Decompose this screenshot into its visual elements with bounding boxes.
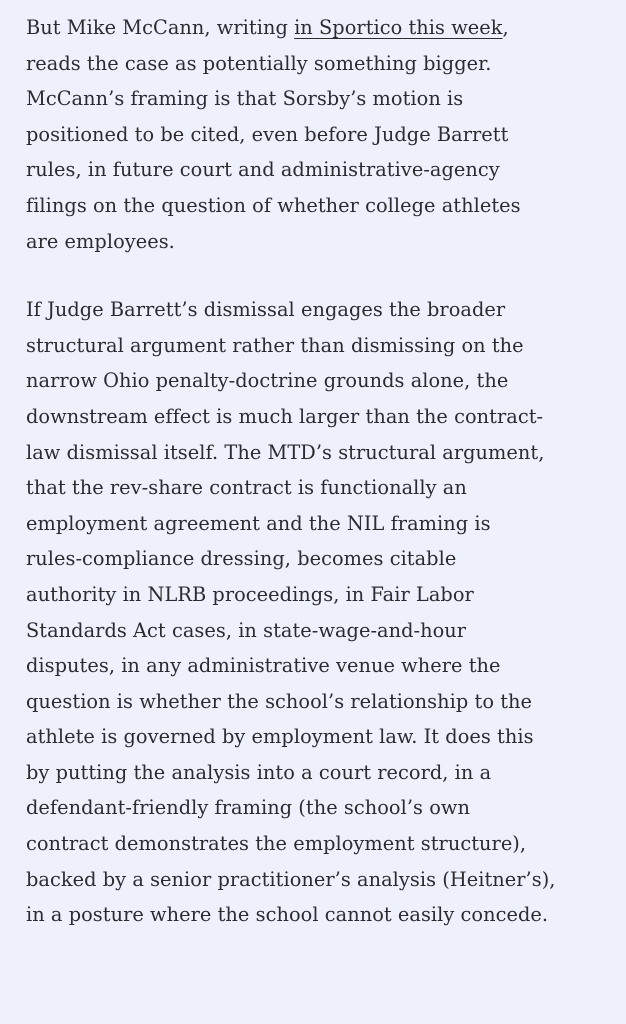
text-line: [26, 10, 616, 46]
text-line: in a posture where the school cannot easily concede.: [26, 903, 549, 927]
article-body: [26, 10, 616, 966]
text-line: disputes, in any administrative venue where the: [26, 654, 501, 678]
text-line: narrow Ohio penalty-doctrine grounds alone, the: [26, 369, 509, 393]
text-line: defendant-friendly framing (the school’s own: [26, 796, 470, 820]
text-line: athlete is governed by employment law. It does this: [26, 725, 534, 749]
text-line: question is whether the school’s relationship to the: [26, 689, 532, 713]
sportico-article-link[interactable]: in Sportico this week: [294, 16, 503, 39]
text-line: employment agreement and the NIL framing is: [26, 511, 491, 535]
text-line: rules-compliance dressing, becomes citable: [26, 547, 457, 571]
text-segment: ,: [502, 16, 509, 39]
text-line: Standards Act cases, in state-wage-and-hour: [26, 618, 467, 642]
text-line: rules, in future court and administrative-agency: [26, 158, 500, 182]
text-line: reads the case as potentially something bigger.: [26, 51, 492, 75]
text-line: that the rev-share contract is functionally an: [26, 476, 467, 500]
paragraph-1: [26, 10, 616, 259]
text-line: by putting the analysis into a court record, in a: [26, 760, 492, 784]
text-line: If Judge Barrett’s dismissal engages the broader: [26, 298, 506, 322]
text-line: downstream effect is much larger than the contract-: [26, 404, 544, 428]
text-line: filings on the question of whether college athletes: [26, 193, 521, 217]
text-segment: But Mike McCann, writing: [26, 16, 295, 39]
paragraph-2: [26, 292, 616, 933]
text-line: contract demonstrates the employment structure),: [26, 832, 527, 856]
text-line: McCann’s framing is that Sorsby’s motion is: [26, 87, 464, 111]
text-line: law dismissal itself. The MTD’s structural argument,: [26, 440, 545, 464]
text-line: authority in NLRB proceedings, in Fair Labor: [26, 582, 474, 606]
text-line: positioned to be cited, even before Judge Barrett: [26, 122, 509, 146]
text-line: structural argument rather than dismissing on the: [26, 333, 524, 357]
text-line: are employees.: [26, 229, 175, 253]
text-line: backed by a senior practitioner’s analysis (Heitner’s),: [26, 867, 556, 891]
